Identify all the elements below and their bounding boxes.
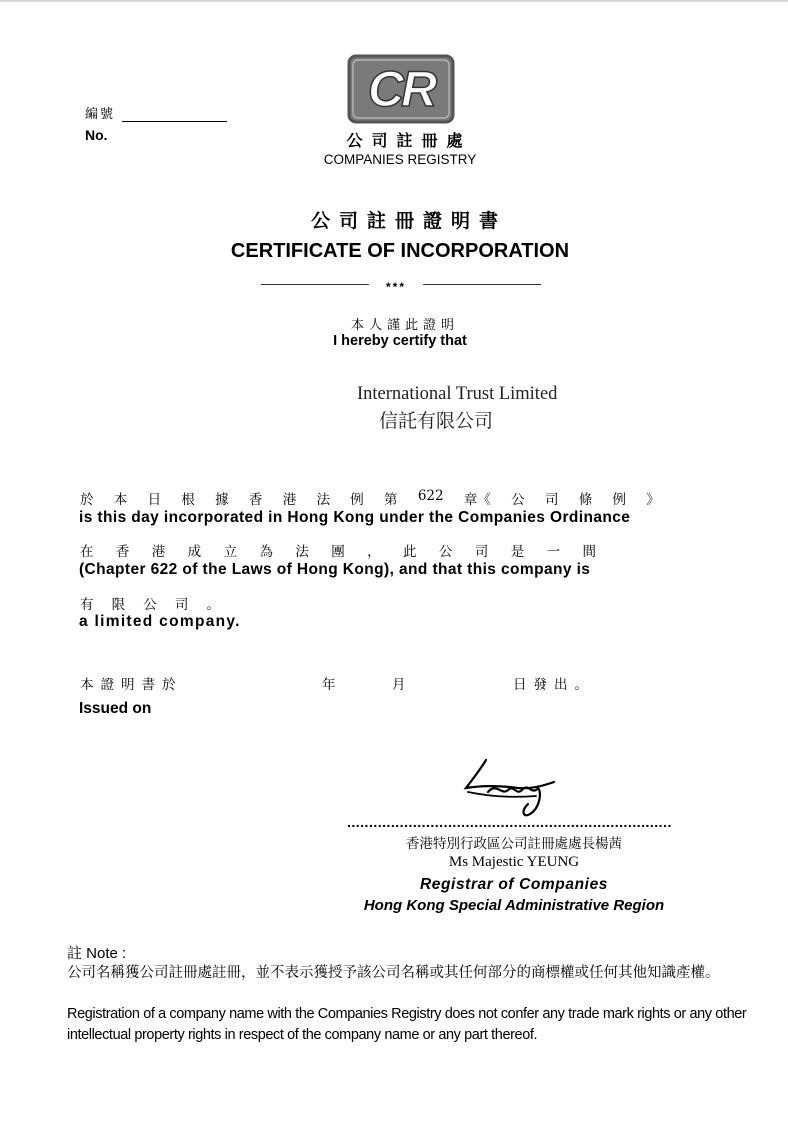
body-char: 法 <box>316 492 330 508</box>
certificate-title-en: CERTIFICATE OF INCORPORATION <box>230 240 570 262</box>
body-line3-en: a limited company. <box>79 613 241 630</box>
body-line3-zh <box>80 593 220 613</box>
number-label-en: No. <box>85 127 108 143</box>
body-char: 司 <box>474 544 489 560</box>
body-char: 是 <box>510 544 525 560</box>
body-char: 公 <box>143 597 157 613</box>
registrar-name-zh: 香港特別行政區公司註冊處處長楊茜 <box>406 836 622 852</box>
body-char: 香 <box>115 544 130 560</box>
certify-text-zh: 本人謹此證明 <box>350 318 459 333</box>
body-char: 根 <box>181 492 195 508</box>
body-char: ， <box>367 544 381 560</box>
body-char: 公 <box>511 492 525 508</box>
body-char: 司 <box>174 597 189 613</box>
body-char: 公 <box>438 544 453 560</box>
body-char: 港 <box>151 544 166 560</box>
registrar-name-en: Ms Majestic YEUNG <box>448 854 580 870</box>
number-label-zh: 編號 <box>85 107 116 122</box>
signature-icon <box>458 752 563 822</box>
body-line2-zh <box>80 540 596 560</box>
body-char: 於 <box>80 492 94 508</box>
body-line1-en: is this day incorporated in Hong Kong under the Companies Ordinance <box>79 509 631 526</box>
signature-dotted-line: .......................................................................... <box>347 814 672 830</box>
body-char: 章《 <box>463 492 491 508</box>
body-char: 成 <box>187 544 202 560</box>
body-char: 港 <box>282 492 297 508</box>
company-name-zh: 信託有限公司 <box>379 410 494 432</box>
body-char: 條 <box>578 492 593 508</box>
body-char: 為 <box>259 544 273 560</box>
body-char: 法 <box>295 544 309 560</box>
issue-day-zh: 日發出。 <box>513 677 595 693</box>
body-char: 香 <box>248 492 263 508</box>
issue-month-zh: 月 <box>392 677 406 693</box>
body-char: 據 <box>215 492 229 508</box>
note-text-en: Registration of a company name with the Companies Registry does not confer any trade mark rights or any other intellectual property rights in respect of the company name or any part thereof. <box>67 1006 747 1043</box>
number-blank-line <box>122 121 227 122</box>
body-char: 間 <box>582 544 596 560</box>
issue-label-en: Issued on <box>79 700 152 717</box>
body-char: 本 <box>113 492 128 508</box>
body-char: 622 <box>417 488 444 504</box>
body-line2-en: (Chapter 622 of the Laws of Hong Kong), and that this company is <box>79 561 591 578</box>
body-char: 限 <box>111 597 126 613</box>
registrar-region: Hong Kong Special Administrative Region <box>363 897 665 914</box>
logo-text: CR <box>367 61 435 117</box>
body-char: 第 <box>384 492 398 508</box>
certificate-title-zh: 公司註冊證明書 <box>310 210 507 232</box>
title-rule-right <box>423 284 541 285</box>
cr-logo-icon <box>347 54 455 124</box>
note-text-zh: 公司名稱獲公司註冊處註冊，並不表示獲授予該公司名稱或其任何部分的商標權或任何其他知識產權。 <box>67 965 720 981</box>
company-name-en: International Trust Limited <box>357 384 558 404</box>
body-char: 立 <box>223 544 238 560</box>
body-char: 一 <box>546 544 561 560</box>
body-char: 例 <box>350 492 364 508</box>
body-char: 。 <box>206 597 220 613</box>
registry-name-en: COMPANIES REGISTRY <box>323 152 477 167</box>
body-char: 例 <box>612 492 626 508</box>
issue-prefix-zh: 本證明書於 <box>80 677 183 693</box>
body-char: 司 <box>544 492 559 508</box>
issue-year-zh: 年 <box>322 677 336 693</box>
body-char: 日 <box>147 492 162 508</box>
registry-name-zh: 公司註冊處 <box>346 131 472 150</box>
title-separator-stars: *** <box>385 280 406 294</box>
note-title: 註 Note : <box>67 945 127 962</box>
title-rule-left <box>261 284 369 285</box>
body-line1-zh <box>80 488 660 508</box>
body-char: 此 <box>403 544 417 560</box>
certify-text-en: I hereby certify that <box>333 333 467 349</box>
body-char: 團 <box>331 544 345 560</box>
body-char: 有 <box>80 597 94 613</box>
body-char: 在 <box>80 544 94 560</box>
registrar-title: Registrar of Companies <box>419 876 609 893</box>
top-edge-rule <box>0 0 788 2</box>
body-char: 》 <box>646 492 660 508</box>
